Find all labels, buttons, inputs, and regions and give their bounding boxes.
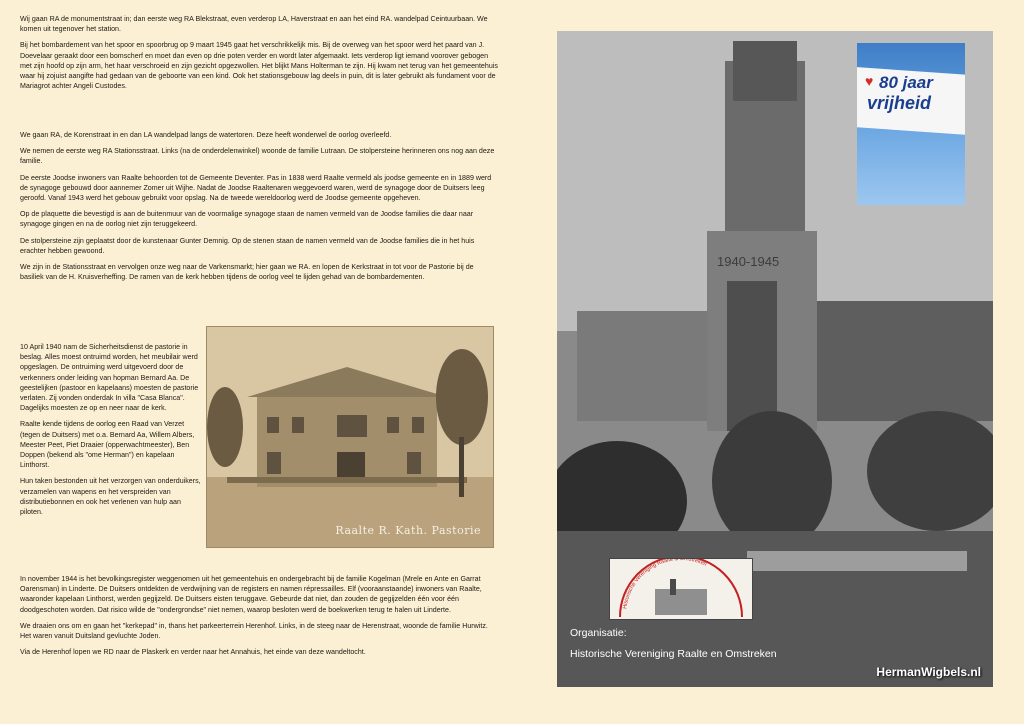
monument-photo bbox=[557, 31, 993, 687]
paragraph: We gaan RA, de Korenstraat in en dan LA wandelpad langs de watertoren. Deze heeft wonderwel de oorlog overleefd. bbox=[20, 131, 392, 139]
paragraph: We nemen de eerste weg RA Stationsstraat. Links (na de onderdelenwinkel) woonde de familie Lutraan. De stolpersteine herinneren ons nog aan deze familie. bbox=[20, 147, 495, 166]
photo-caption: Raalte R. Kath. Pastorie bbox=[335, 524, 481, 537]
paragraph: In november 1944 is het bevolkingsregister weggenomen uit het gemeentehuis en ondergebracht bij de familie Kogelman (Mrele en Ante en Garrat Oarensman) in Linderte. De Duitsers ontdekten de verdwijning van de registers en namen répressailles. Elf (vooraanstaande) inwoners van Raalte, waaronder kapelaan Linthorst, werden gegijzeld. De Duitsers eisten teruggave. Gebeurde dat niet, dan zouden de gegijzelden één voor één doodgeschoten worden. Dat risico wilde de "ondergrondse" niet nemen, waarop besloten werd de boekwerken terug te halen uit Linderte. bbox=[20, 575, 482, 614]
paragraph: Raalte kende tijdens de oorlog een Raad van Verzet (tegen de Duitsers) met o.a. Bernard Aa, Willem Albers, Meester Peet, Piet Draaier (opperwachtmeester), Ben Doppen (bekend als "ome Herman") en kapelaan Linthorst. bbox=[20, 420, 195, 470]
paragraph: We zijn in de Stationsstraat en vervolgen onze weg naar de Varkensmarkt; hier gaan we RA. en lopen de Kerkstraat in tot voor de Pastorie bij de basiliek van de H. Kruisverheffing. De ramen van de kerk hebben tijdens de oorlog veel te lijden gehad van de bombardementen. bbox=[20, 263, 474, 282]
badge-word: vrijheid bbox=[867, 93, 932, 113]
paragraph: De stolpersteine zijn geplaatst door de kunstenaar Gunter Demnig. Op de stenen staan de namen vermeld van de Joodse families die in het huis erachter hebben gewoond. bbox=[20, 236, 475, 255]
organiser-label: Organisatie: bbox=[570, 627, 627, 639]
badge-number: 80 jaar bbox=[879, 73, 933, 92]
paragraph: De eerste Joodse inwoners van Raalte behoorden tot de Gemeente Deventer. Pas in 1838 werd Raalte vermeld als joodse gemeente en in 1889 werd de synagoge gebouwd door aannemer Zomer uit Wijhe. Nadat de Joodse Raaltenaren weggevoerd waren, werd de synagoge door de Duitsers leeg geroofd. Vanaf 1943 werd het gebouw gebruikt voor opslag. Na de tweede wereldoorlog werd de Joodse gemeente opgeheven. bbox=[20, 173, 492, 203]
pastorie-photo bbox=[206, 326, 494, 548]
middle-section bbox=[20, 130, 498, 288]
paragraph: Bij het bombardement van het spoor en spoorbrug op 9 maart 1945 gaat het verschrikkelijk mis. Bij de overweg van het spoor werd het paard van J. Doevelaar geraakt door een bomscherf en moet dan even op drie poten verder en wordt later afgemaakt. Iets verderop ligt iemand voorover gebogen met zijn hoofd op zijn arm, het haar verschroeid en zijn gezicht opgezwollen. Het blijkt Mans Holterman te zijn. Hij kwam net terug van het gemeentehuis waar hij zojuist aangifte had gedaan van de geboorte van een kind. Ook het stationsgebouw lag deels in puin, dit is later gebruikt als fundament voor de Mariagrot achter Angeli Custodes. bbox=[20, 41, 498, 91]
paragraph: Op de plaquette die bevestigd is aan de buitenmuur van de voormalige synagoge staan de namen vermeld van de Joodse families die daar naar synagoge gingen en na de oorlog niet zijn teruggekeerd. bbox=[20, 210, 474, 229]
monument-years: 1940-1945 bbox=[717, 254, 780, 269]
paragraph: 10 April 1940 nam de Sicherheitsdienst de pastorie in beslag. Alles moest ontruimd worden, het meubilair werd opgeslagen. De ontruiming werd uitgevoerd door de verkenners onder leiding van hopman Bernard Aa. De geestelijken (pastoor en kapelaans) moesten de pastorie verlaten. Zij vonden onderdak In villa "Casa Blanca". Dagelijks moesten ze op en neer naar de kerk. bbox=[20, 343, 199, 413]
intro-section bbox=[20, 14, 498, 97]
organiser-name: Historische Vereniging Raalte en Omstreken bbox=[570, 648, 777, 660]
bottom-section bbox=[20, 574, 498, 663]
photo-credit: HermanWigbels.nl bbox=[876, 665, 981, 679]
paragraph: Via de Herenhof lopen we RD naar de Plaskerk en verder naar het Annahuis, het einde van deze wandeltocht. bbox=[20, 648, 366, 657]
pastorie-house-illustration bbox=[207, 327, 493, 547]
paragraph: Wij gaan RA de monumentstraat in; dan eerste weg RA Blekstraat, even verderop LA, Haverstraat en aan het eind RA. wandelpad Ceintuurbaan. We komen uit tegenover het station. bbox=[20, 15, 488, 34]
80-years-freedom-badge bbox=[857, 43, 965, 205]
heart-icon: ♥ bbox=[865, 73, 874, 89]
society-logo bbox=[609, 558, 753, 620]
paragraph: Hun taken bestonden uit het verzorgen van onderduikers, verzamelen van wapens en het verspreiden van distributiebonnen en ook het verlenen van hulp aan piloten. bbox=[20, 477, 201, 517]
svg-text:Historische Vereniging Raalte: Historische Vereniging Raalte & Omstreken bbox=[622, 559, 708, 610]
paragraph: We draaien ons om en gaan het "kerkepad" in, thans het parkeerterrein Herenhof. Links, in de steeg naar de Herenstraat, woonde de familie Hurwitz. Het waren vanuit Duitsland gevluchte Joden. bbox=[20, 621, 488, 641]
society-logo-graphic bbox=[610, 559, 752, 619]
